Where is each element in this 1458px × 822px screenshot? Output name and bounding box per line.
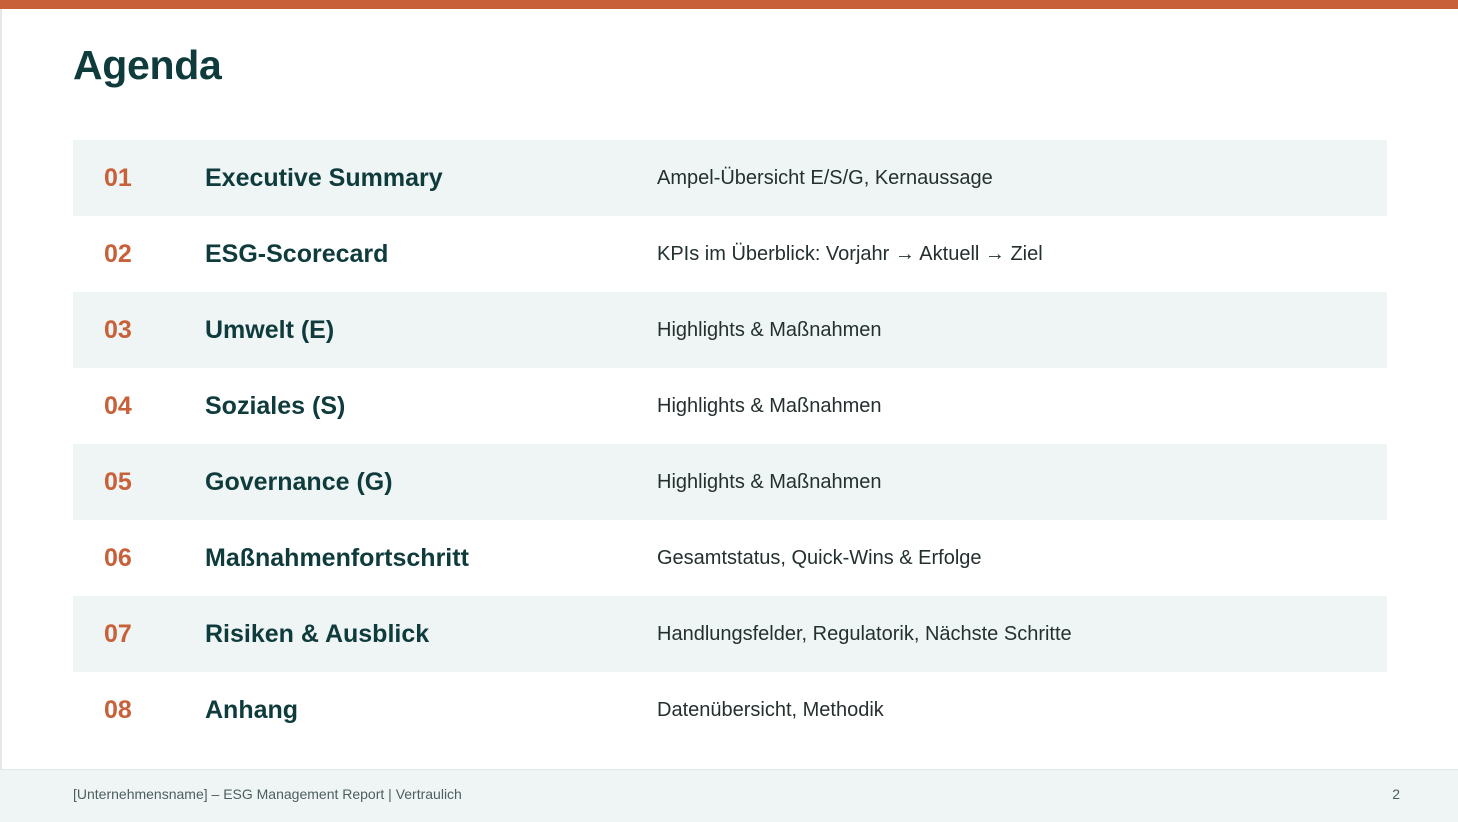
agenda-item[interactable] bbox=[73, 520, 1387, 596]
agenda-item-description: KPIs im Überblick: Vorjahr → Aktuell → Ziel bbox=[657, 242, 1043, 265]
agenda-item-description: Gesamtstatus, Quick-Wins & Erfolge bbox=[657, 546, 982, 569]
agenda-item-description: Highlights & Maßnahmen bbox=[657, 318, 882, 341]
page-title: Agenda bbox=[73, 42, 222, 88]
footer-text: [Unternehmensname] – ESG Management Report | Vertraulich bbox=[73, 786, 462, 802]
agenda-item-title: Risiken & Ausblick bbox=[205, 619, 430, 648]
agenda-item-description: Ampel-Übersicht E/S/G, Kernaussage bbox=[657, 166, 993, 189]
agenda-item-number: 04 bbox=[104, 391, 132, 420]
agenda-item[interactable] bbox=[73, 292, 1387, 368]
agenda-item[interactable] bbox=[73, 368, 1387, 444]
agenda-item-title: Governance (G) bbox=[205, 467, 393, 496]
agenda-item-number: 07 bbox=[104, 619, 132, 648]
agenda-item[interactable] bbox=[73, 216, 1387, 292]
agenda-item-description: Highlights & Maßnahmen bbox=[657, 394, 882, 417]
page-number: 2 bbox=[1392, 786, 1400, 802]
agenda-item[interactable] bbox=[73, 444, 1387, 520]
agenda-item-number: 03 bbox=[104, 315, 132, 344]
agenda-item-number: 01 bbox=[104, 163, 132, 192]
agenda-list bbox=[73, 140, 1387, 748]
agenda-item-title: Anhang bbox=[205, 695, 299, 724]
agenda-item-number: 05 bbox=[104, 467, 132, 496]
agenda-item-number: 08 bbox=[104, 695, 132, 724]
agenda-item-number: 02 bbox=[104, 239, 132, 268]
agenda-item-title: ESG-Scorecard bbox=[205, 239, 389, 268]
left-edge-rule bbox=[0, 9, 2, 822]
agenda-item[interactable] bbox=[73, 672, 1387, 748]
agenda-item[interactable] bbox=[73, 140, 1387, 216]
agenda-item-title: Maßnahmenfortschritt bbox=[205, 543, 469, 572]
accent-top-bar bbox=[0, 0, 1458, 9]
agenda-item-description: Highlights & Maßnahmen bbox=[657, 470, 882, 493]
agenda-item-title: Umwelt (E) bbox=[205, 315, 335, 344]
agenda-item-title: Soziales (S) bbox=[205, 391, 346, 420]
agenda-item-description: Datenübersicht, Methodik bbox=[657, 698, 884, 721]
agenda-item-description: Handlungsfelder, Regulatorik, Nächste Schritte bbox=[657, 622, 1072, 645]
agenda-item-title: Executive Summary bbox=[205, 163, 443, 192]
agenda-item[interactable] bbox=[73, 596, 1387, 672]
agenda-item-number: 06 bbox=[104, 543, 132, 572]
